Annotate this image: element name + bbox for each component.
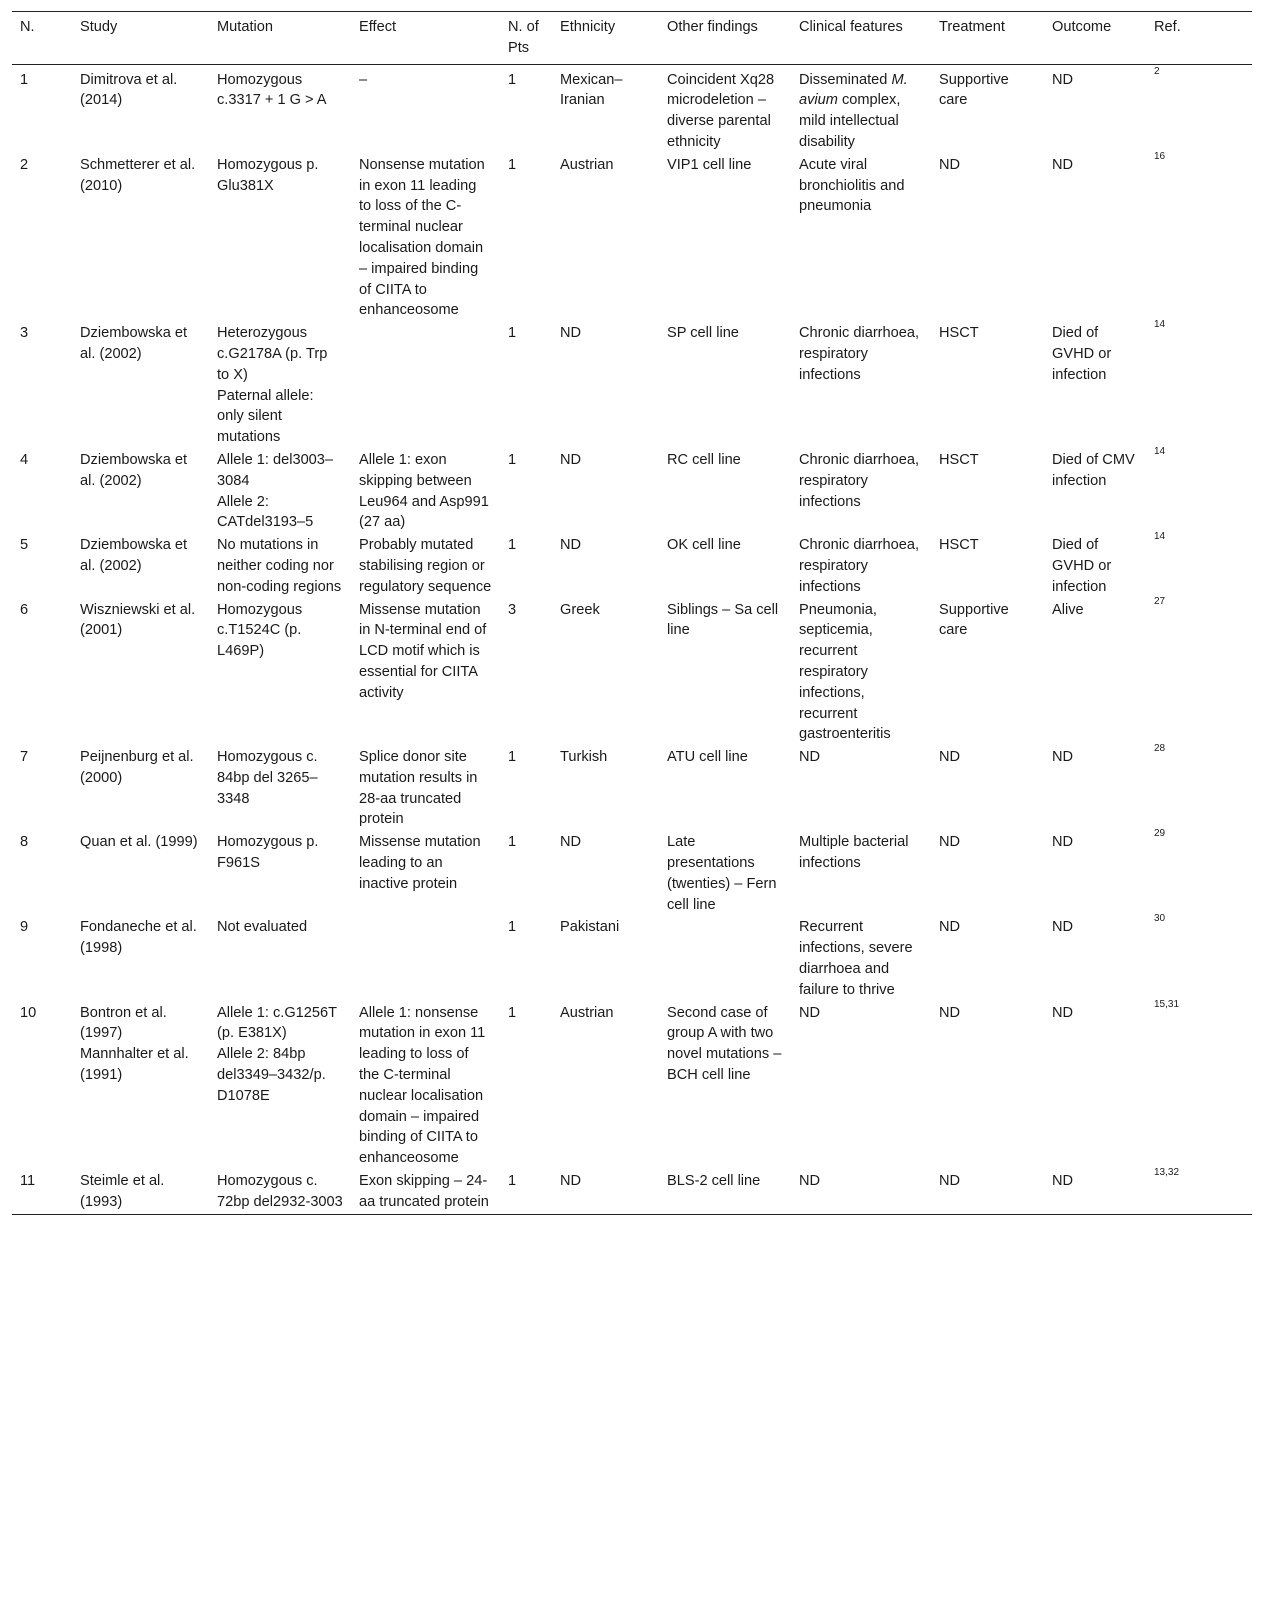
table-row [12,746,1252,831]
cell-ref [1146,64,1252,154]
cell-mutation-line: Allele 1: c.G1256T (p. E381X) [217,1004,337,1042]
cell-ref [1146,913,1252,1001]
cell-mutation [209,831,351,916]
cell-effect [351,916,500,1001]
cell-outcome: Died of GVHD or infection [1052,537,1112,595]
cell-mutation-line: Heterozygous c.G2178A (p. Trp to X) [217,325,328,383]
ref-superscript: 14 [1154,319,1166,331]
ref-superscript: 15,31 [1154,998,1180,1010]
cell-effect-line: Probably mutated stabilising region or regulatory sequence [359,537,492,595]
cell-treatment: Supportive care [939,71,1009,109]
cell-study [72,449,209,534]
cell-study [72,1002,209,1170]
cell-n: 3 [20,325,29,342]
cell-ethnicity: ND [560,537,582,554]
cell-ethnicity: Greek [560,601,600,618]
table-row [12,322,1252,449]
cell-mutation [209,916,351,1001]
header-col-n: N. [20,19,35,35]
cell-effect [351,534,500,598]
cell-effect [351,154,500,322]
clinical-pre-text: Chronic diarrhoea, respiratory infections [799,451,920,510]
cell-treatment: ND [939,156,961,173]
header-col-clinical: Clinical features [799,19,903,35]
cell-effect-line: Allele 1: exon skipping between Leu964 and Asp991 (27 aa) [359,451,489,531]
table-row [12,154,1252,322]
cell-ethnicity: ND [560,834,582,851]
cell-n: 1 [20,71,29,88]
cell-ethnicity: ND [560,1173,582,1190]
cell-outcome: ND [1052,1173,1074,1190]
ref-superscript: 2 [1154,65,1160,77]
cell-pts: 1 [508,834,517,851]
cell-mutation-line: Homozygous c. 72bp del2932-3003 [217,1173,343,1210]
cell-clinical-features [791,916,931,1001]
cell-clinical-features [791,831,931,916]
cell-outcome: ND [1052,834,1074,851]
cell-pts: 1 [508,325,517,342]
table-row [12,534,1252,598]
cell-ethnicity: Austrian [560,156,614,173]
cell-effect [351,1002,500,1170]
cell-n: 7 [20,749,29,766]
cell-outcome: ND [1052,1004,1074,1021]
cell-pts: 1 [508,537,517,554]
cell-outcome: Alive [1052,601,1084,618]
table-row [12,449,1252,534]
cell-mutation-line: Allele 2: CATdel3193–5 [217,493,314,531]
header-col-other: Other findings [667,19,758,35]
cell-effect [351,746,500,831]
cell-study-line: Wiszniewski et al. (2001) [80,601,196,639]
cell-ref [1146,150,1252,322]
cell-study [72,534,209,598]
clinical-pre-text: Multiple bacterial infections [799,834,909,872]
header-row [12,12,1252,65]
cell-mutation [209,64,351,154]
cell-treatment: HSCT [939,451,979,468]
header-col-ref: Ref. [1154,19,1181,35]
cell-outcome: ND [1052,71,1074,88]
header-col-treatment: Treatment [939,19,1005,35]
clinical-pre-text: ND [799,1173,821,1190]
cell-n: 8 [20,834,29,851]
cell-ethnicity: Pakistani [560,919,620,936]
table-row [12,831,1252,916]
header-col-effect: Effect [359,19,397,35]
cell-other-findings [659,916,791,1001]
cell-treatment: Supportive care [939,601,1009,639]
cell-effect [351,64,500,154]
cell-other-findings: Late presentations (twenties) – Fern cell line [667,834,777,913]
cell-treatment: ND [939,749,961,766]
cell-clinical-features [791,322,931,449]
cell-clinical-features [791,599,931,747]
cell-pts: 1 [508,1004,517,1021]
cell-study-line: Bontron et al. (1997) [80,1004,167,1042]
cell-outcome: ND [1052,919,1074,936]
cell-mutation [209,1170,351,1214]
clinical-pre-text: Pneumonia, septicemia, recurrent respiratory infections, recurrent gastroenteritis [799,601,891,743]
cell-ref [1146,445,1252,534]
cell-pts: 1 [508,749,517,766]
cell-study [72,322,209,449]
cell-other-findings: BLS-2 cell line [667,1173,761,1190]
cell-other-findings: Coincident Xq28 microdeletion – diverse parental ethnicity [667,71,775,150]
cell-ethnicity: Mexican–Iranian [560,71,623,109]
cell-mutation-line: Allele 1: del3003–3084 [217,451,334,489]
clinical-pre-text: Recurrent infections, severe diarrhoea and failure to thrive [799,919,913,998]
cell-mutation [209,322,351,449]
cell-study [72,831,209,916]
cell-study-line: Quan et al. (1999) [80,834,198,851]
cell-mutation-line: Homozygous c.T1524C (p. L469P) [217,601,303,660]
cell-ref [1146,1167,1252,1214]
cell-n: 6 [20,601,29,618]
ref-superscript: 14 [1154,531,1166,543]
cell-study [72,916,209,1001]
cell-effect [351,831,500,916]
cell-other-findings: RC cell line [667,451,741,468]
cell-mutation [209,599,351,747]
cell-ethnicity: Austrian [560,1004,614,1021]
cell-outcome: Died of GVHD or infection [1052,325,1112,383]
cell-clinical-features [791,449,931,534]
table-body [12,64,1252,1214]
clinical-post-text: complex, mild intellectual disability [799,92,901,150]
cell-outcome: Died of CMV infection [1052,451,1135,489]
cell-clinical-features [791,154,931,322]
cell-treatment: HSCT [939,325,979,342]
clinical-pre-text: Chronic diarrhoea, respiratory infections [799,325,920,383]
cell-n: 11 [20,1173,36,1190]
cell-mutation-line: Not evaluated [217,919,308,936]
cell-ref [1146,828,1252,916]
cell-ref [1146,595,1252,747]
cell-n: 10 [20,1004,37,1021]
cell-pts: 3 [508,601,517,618]
cell-mutation [209,449,351,534]
cell-ref [1146,998,1252,1170]
header-col-outcome: Outcome [1052,19,1112,35]
table-row [12,1002,1252,1170]
cell-other-findings: ATU cell line [667,749,748,766]
cell-study-line: Schmetterer et al. (2010) [80,156,196,194]
clinical-pre-text: ND [799,749,821,766]
cell-outcome: ND [1052,156,1074,173]
ref-superscript: 30 [1154,913,1166,925]
cell-other-findings: Second case of group A with two novel mutations – BCH cell line [667,1004,782,1084]
cell-other-findings: OK cell line [667,537,741,554]
cell-pts: 1 [508,1173,517,1190]
ref-superscript: 14 [1154,445,1166,457]
cell-ref [1146,531,1252,598]
cell-treatment: ND [939,834,961,851]
cell-ethnicity: ND [560,325,582,342]
cell-mutation-line: Paternal allele: only silent mutations [217,387,314,446]
cell-clinical-features [791,534,931,598]
table-row [12,599,1252,747]
cell-mutation-line: No mutations in neither coding nor non-coding regions [217,537,342,595]
cell-mutation [209,1002,351,1170]
header-col-pts: N. of Pts [508,19,539,56]
cell-effect [351,322,500,449]
cell-other-findings: VIP1 cell line [667,156,752,173]
clinical-pre-text: Chronic diarrhoea, respiratory infections [799,537,920,595]
cell-mutation-line: Homozygous c.3317 + 1 G > A [217,71,327,109]
cell-effect [351,599,500,747]
cell-pts: 1 [508,156,517,173]
data-table [12,11,1252,1215]
clinical-pre-text: ND [799,1004,821,1021]
cell-effect [351,449,500,534]
header-col-ethnicity: Ethnicity [560,19,616,35]
cell-effect-line: Splice donor site mutation results in 28-aa truncated protein [359,749,478,828]
cell-ref [1146,743,1252,831]
cell-study [72,599,209,747]
cell-study-line: Steimle et al. (1993) [80,1173,165,1210]
table-header [12,12,1252,65]
cell-study-line: Dimitrova et al. (2014) [80,71,178,109]
table-row [12,916,1252,1001]
cell-mutation-line: Homozygous p. F961S [217,834,319,872]
cell-treatment: ND [939,1004,961,1021]
header-col-study: Study [80,19,118,35]
cell-clinical-features [791,1002,931,1170]
cell-mutation [209,534,351,598]
cell-mutation [209,154,351,322]
cell-mutation [209,746,351,831]
header-col-mutation: Mutation [217,19,273,35]
cell-pts: 1 [508,919,517,936]
ref-superscript: 28 [1154,743,1166,755]
cell-clinical-features [791,1170,931,1214]
cell-effect-line: Missense mutation in N-terminal end of LCD motif which is essential for CIITA activity [359,601,487,701]
cell-ethnicity: Turkish [560,749,608,766]
cell-n: 9 [20,919,29,936]
cell-mutation-line: Homozygous p. Glu381X [217,156,319,194]
cell-study-line: Fondaneche et al. (1998) [80,919,197,957]
cell-clinical-features [791,64,931,154]
cell-study [72,64,209,154]
ref-superscript: 27 [1154,595,1166,607]
cell-mutation-line: Allele 2: 84bp del3349–3432/p. D1078E [217,1046,326,1104]
cell-effect-line: Nonsense mutation in exon 11 leading to loss of the C-terminal nuclear localisation domain – impaired binding of CIITA to enhanceosome [359,156,485,319]
cell-study-line: Peijnenburg et al. (2000) [80,749,194,786]
cell-ref [1146,319,1252,449]
cell-clinical-features [791,746,931,831]
ref-superscript: 29 [1154,828,1166,840]
cell-study [72,154,209,322]
cell-outcome: ND [1052,749,1074,766]
cell-effect [351,1170,500,1214]
cell-effect-line: Missense mutation leading to an inactive protein [359,834,481,892]
cell-study-line: Mannhalter et al. (1991) [80,1046,189,1084]
ref-superscript: 16 [1154,150,1166,162]
cell-n: 4 [20,451,29,468]
cell-treatment: ND [939,919,961,936]
cell-ethnicity: ND [560,451,582,468]
cell-effect-line: Exon skipping – 24-aa truncated protein [359,1173,489,1210]
cell-other-findings: Siblings – Sa cell line [667,601,779,639]
clinical-pre-text: Acute viral bronchiolitis and pneumonia [799,156,905,215]
ref-superscript: 13,32 [1154,1167,1180,1179]
cell-pts: 1 [508,451,517,468]
cell-study-line: Dziembowska et al. (2002) [80,325,188,362]
cell-n: 5 [20,537,29,554]
cell-study [72,746,209,831]
clinical-pre-text: Disseminated [799,71,892,88]
cell-treatment: ND [939,1173,961,1190]
cell-effect-line: – [359,71,368,88]
cell-study-line: Dziembowska et al. (2002) [80,537,188,574]
cell-mutation-line: Homozygous c. 84bp del 3265–3348 [217,749,318,807]
cell-study-line: Dziembowska et al. (2002) [80,451,188,489]
table-row [12,1170,1252,1214]
table-row [12,64,1252,154]
cell-study [72,1170,209,1214]
cell-effect-line: Allele 1: nonsense mutation in exon 11 leading to loss of the C-terminal nuclear localisation domain – impaired binding of CIITA to enhanceosome [359,1004,486,1167]
clinical-italic-text: M. avium [799,71,908,109]
cell-pts: 1 [508,71,517,88]
cell-other-findings: SP cell line [667,325,739,342]
cell-treatment: HSCT [939,537,979,554]
cell-n: 2 [20,156,29,173]
